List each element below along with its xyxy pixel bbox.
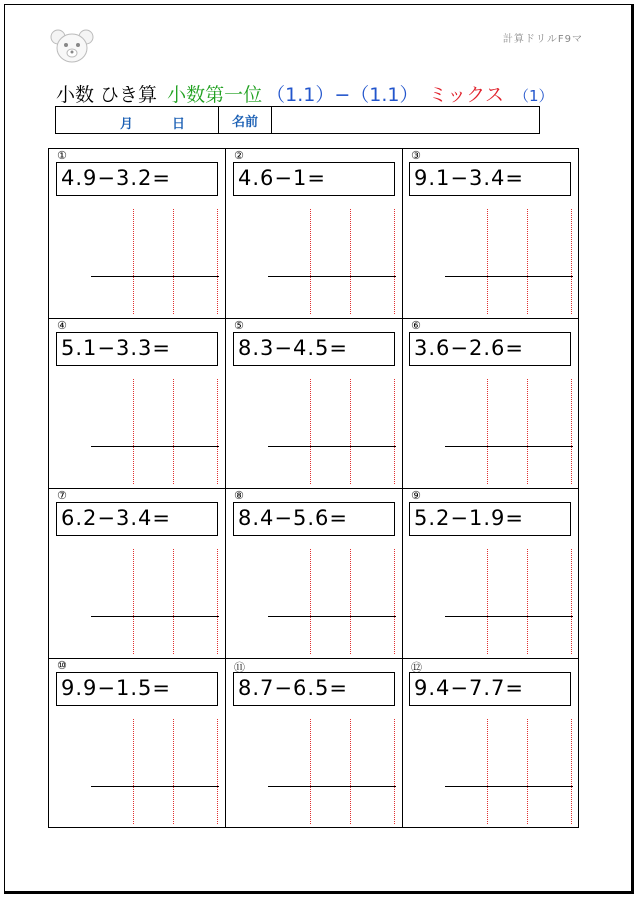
- answer-line[interactable]: [268, 276, 396, 277]
- problem-expression: 9.4−7.7=: [409, 672, 571, 706]
- digit-guide-line: [487, 719, 488, 824]
- digit-guide-line: [217, 209, 218, 314]
- digit-guide-line: [310, 379, 311, 484]
- title-part-decimal: 小数第一位: [167, 84, 263, 106]
- problem-cell: [49, 319, 226, 489]
- problem-number: ⑦: [57, 489, 67, 502]
- digit-guide-line: [173, 379, 174, 484]
- problem-cell: [403, 149, 578, 319]
- digit-guide-line: [350, 719, 351, 824]
- problem-cell: [49, 489, 226, 659]
- problem-expression: 3.6−2.6=: [409, 332, 571, 366]
- answer-line[interactable]: [445, 786, 573, 787]
- problem-number: ⑥: [411, 319, 421, 332]
- digit-guide-line: [133, 379, 134, 484]
- problem-number: ⑪: [234, 661, 245, 674]
- answer-line[interactable]: [445, 446, 573, 447]
- digit-guide-line: [133, 549, 134, 654]
- problem-expression: 8.4−5.6=: [233, 502, 395, 536]
- brand-text: 計算ドリルF9マ: [502, 34, 583, 45]
- problem-number: ①: [57, 149, 67, 162]
- problem-cell: [403, 489, 578, 659]
- digit-guide-line: [394, 549, 395, 654]
- name-date-bar: [55, 106, 540, 134]
- problem-expression: 8.3−4.5=: [233, 332, 395, 366]
- digit-guide-line: [217, 379, 218, 484]
- answer-line[interactable]: [445, 616, 573, 617]
- page-title: [56, 80, 558, 107]
- answer-line[interactable]: [91, 446, 219, 447]
- digit-guide-line: [350, 549, 351, 654]
- problem-number: ⑨: [411, 489, 421, 502]
- digit-guide-line: [173, 209, 174, 314]
- digit-guide-line: [173, 549, 174, 654]
- name-label: 名前: [219, 107, 272, 133]
- digit-guide-line: [133, 719, 134, 824]
- problem-expression: 5.2−1.9=: [409, 502, 571, 536]
- problem-cell: [403, 659, 578, 827]
- digit-guide-line: [527, 379, 528, 484]
- digit-guide-line: [527, 719, 528, 824]
- problem-cell: [226, 149, 403, 319]
- problem-cell: [226, 489, 403, 659]
- problem-expression: 6.2−3.4=: [56, 502, 218, 536]
- digit-guide-line: [173, 719, 174, 824]
- problem-expression: 9.1−3.4=: [409, 162, 571, 196]
- problem-cell: [49, 659, 226, 827]
- problem-number: ⑤: [234, 319, 244, 332]
- digit-guide-line: [487, 379, 488, 484]
- digit-guide-line: [394, 379, 395, 484]
- problem-cell: [226, 659, 403, 827]
- digit-guide-line: [571, 379, 572, 484]
- date-field[interactable]: [56, 107, 219, 133]
- month-label: 月: [120, 117, 134, 132]
- digit-guide-line: [571, 209, 572, 314]
- answer-line[interactable]: [268, 616, 396, 617]
- problem-cell: [49, 149, 226, 319]
- problem-cell: [226, 319, 403, 489]
- digit-guide-line: [571, 549, 572, 654]
- problem-expression: 5.1−3.3=: [56, 332, 218, 366]
- digit-guide-line: [394, 209, 395, 314]
- digit-guide-line: [217, 719, 218, 824]
- digit-guide-line: [394, 719, 395, 824]
- problem-grid: [48, 148, 579, 828]
- digit-guide-line: [487, 209, 488, 314]
- day-label: 日: [172, 117, 186, 132]
- digit-guide-line: [310, 549, 311, 654]
- answer-line[interactable]: [91, 786, 219, 787]
- digit-guide-line: [310, 719, 311, 824]
- problem-expression: 9.9−1.5=: [56, 672, 218, 706]
- digit-guide-line: [487, 549, 488, 654]
- digit-guide-line: [527, 549, 528, 654]
- problem-number: ⑫: [411, 661, 422, 674]
- digit-guide-line: [133, 209, 134, 314]
- problem-cell: [403, 319, 578, 489]
- answer-line[interactable]: [445, 276, 573, 277]
- digit-guide-line: [571, 719, 572, 824]
- answer-line[interactable]: [91, 276, 219, 277]
- problem-number: ②: [234, 149, 244, 162]
- problem-expression: 8.7−6.5=: [233, 672, 395, 706]
- digit-guide-line: [350, 209, 351, 314]
- name-field[interactable]: [272, 107, 539, 133]
- answer-line[interactable]: [268, 786, 396, 787]
- title-part-main: 小数 ひき算: [56, 84, 158, 106]
- problem-number: ⑧: [234, 489, 244, 502]
- digit-guide-line: [217, 549, 218, 654]
- problem-number: ④: [57, 319, 67, 332]
- answer-line[interactable]: [91, 616, 219, 617]
- title-part-format: （1.1）−（1.1）: [266, 84, 419, 106]
- digit-guide-line: [350, 379, 351, 484]
- problem-number: ⑩: [57, 659, 67, 672]
- bear-logo-icon: [48, 28, 96, 64]
- problem-expression: 4.9−3.2=: [56, 162, 218, 196]
- title-part-mix: ミックス: [428, 84, 504, 106]
- digit-guide-line: [310, 209, 311, 314]
- problem-expression: 4.6−1=: [233, 162, 395, 196]
- digit-guide-line: [527, 209, 528, 314]
- answer-line[interactable]: [268, 446, 396, 447]
- problem-number: ③: [411, 149, 421, 162]
- title-part-number: （1）: [514, 87, 554, 105]
